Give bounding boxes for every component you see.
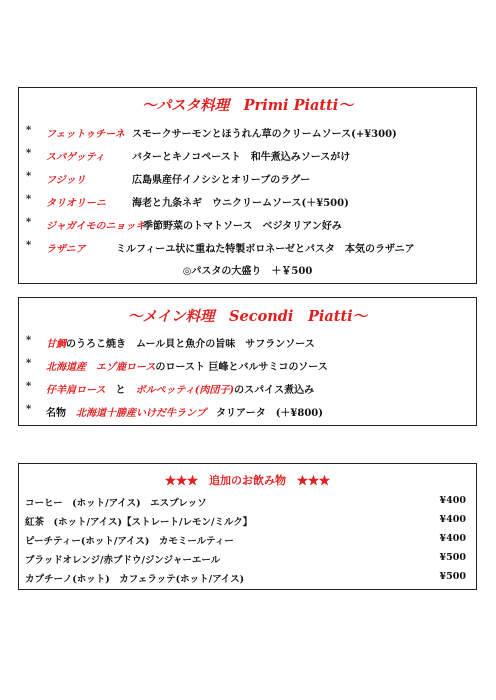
menu-item <box>19 358 476 374</box>
drink-name: ピーチティー(ホット/アイス) カモミールティー <box>25 536 234 547</box>
bullet: * <box>26 217 32 228</box>
bullet: * <box>26 381 32 392</box>
item-name: タリオリーニ <box>46 198 106 209</box>
drink-row <box>25 571 466 587</box>
item-highlight: 仔羊肩ロース <box>46 385 106 396</box>
drink-row <box>25 533 466 549</box>
item-desc: 広島県産仔イノシシとオリーブのラグー <box>132 175 311 186</box>
item-text <box>46 358 328 373</box>
item-text <box>46 335 315 350</box>
item-name: フジッリ <box>46 175 86 186</box>
menu-item <box>19 125 476 141</box>
menu-item <box>19 148 476 164</box>
drink-name: ブラッドオレンジ/赤ブドウ/ジンジャーエール <box>25 555 221 566</box>
bullet: * <box>26 240 32 251</box>
drink-price: ¥500 <box>439 552 466 563</box>
item-desc: ミルフィーユ状に重ねた特製ボロネーゼとパスタ 本気のラザニア <box>116 244 415 255</box>
item-highlight: ボルペッティ(肉団子) <box>135 385 235 396</box>
menu-item <box>19 404 476 420</box>
drinks-section <box>18 463 477 590</box>
item-conjunction: と <box>105 385 136 396</box>
pasta-section <box>18 87 477 284</box>
bullet: * <box>26 194 32 205</box>
item-name: ジャガイモのニョッキ <box>46 221 146 232</box>
bullet: * <box>26 148 32 159</box>
drink-row <box>25 495 466 511</box>
item-text <box>46 404 323 419</box>
drinks-title: ★★★ 追加のお飲み物 ★★★ <box>165 474 330 487</box>
menu-item <box>19 240 476 256</box>
drink-name: コーヒー (ホット/アイス) エスプレッソ <box>25 498 207 509</box>
drink-price: ¥400 <box>439 495 466 506</box>
item-name: ラザニア <box>46 244 86 255</box>
bullet: * <box>26 404 32 415</box>
bullet: * <box>26 171 32 182</box>
drink-row <box>25 552 466 568</box>
item-desc: バターとキノコペースト 和牛煮込みソースがけ <box>132 152 351 163</box>
item-prefix: 名物 <box>46 408 76 419</box>
bullet: * <box>26 125 32 136</box>
menu-item <box>19 171 476 187</box>
drink-row <box>25 514 466 530</box>
menu-item <box>19 335 476 351</box>
item-highlight: 北海道産 エゾ鹿ロース <box>46 362 156 373</box>
item-desc: スモークサーモンとほうれん草のクリームソース(+¥300) <box>132 129 397 140</box>
drink-price: ¥400 <box>439 514 466 525</box>
drink-price: ¥500 <box>439 571 466 582</box>
drink-price: ¥400 <box>439 533 466 544</box>
main-title: ～メイン料理 Secondi Piatti～ <box>127 308 368 325</box>
drink-name: 紅茶 (ホット/アイス)【ストレート/レモン/ミルク】 <box>25 517 253 528</box>
pasta-title: ～パスタ料理 Primi Piatti～ <box>142 97 353 114</box>
bullet: * <box>26 335 32 346</box>
item-desc: タリアータ (＋¥800) <box>206 408 323 419</box>
pasta-large-note: ◎パスタの大盛り ＋￥500 <box>182 266 313 277</box>
drink-name: カプチーノ(ホット) カフェラッテ(ホット/アイス) <box>25 574 245 585</box>
item-desc: のうろこ焼き ムール貝と魚介の旨味 サフランソース <box>66 339 315 350</box>
item-highlight: 北海道十勝産いけだ牛ランプ <box>76 408 206 419</box>
item-text <box>46 381 314 396</box>
menu-item <box>19 217 476 233</box>
main-section <box>18 297 477 426</box>
item-desc: 季節野菜のトマトソース ベジタリアン好み <box>143 221 342 232</box>
item-name: スパゲッティ <box>46 152 105 163</box>
menu-item <box>19 381 476 397</box>
menu-item <box>19 194 476 210</box>
item-desc: 海老と九条ネギ ウニクリームソース(＋¥500) <box>132 198 349 209</box>
item-name: フェットゥチーネ <box>46 129 125 140</box>
item-desc: のスパイス煮込み <box>234 385 315 396</box>
item-desc: のロースト 巨峰とバルサミコのソース <box>155 362 328 373</box>
item-highlight: 甘鯛 <box>46 339 66 350</box>
bullet: * <box>26 358 32 369</box>
